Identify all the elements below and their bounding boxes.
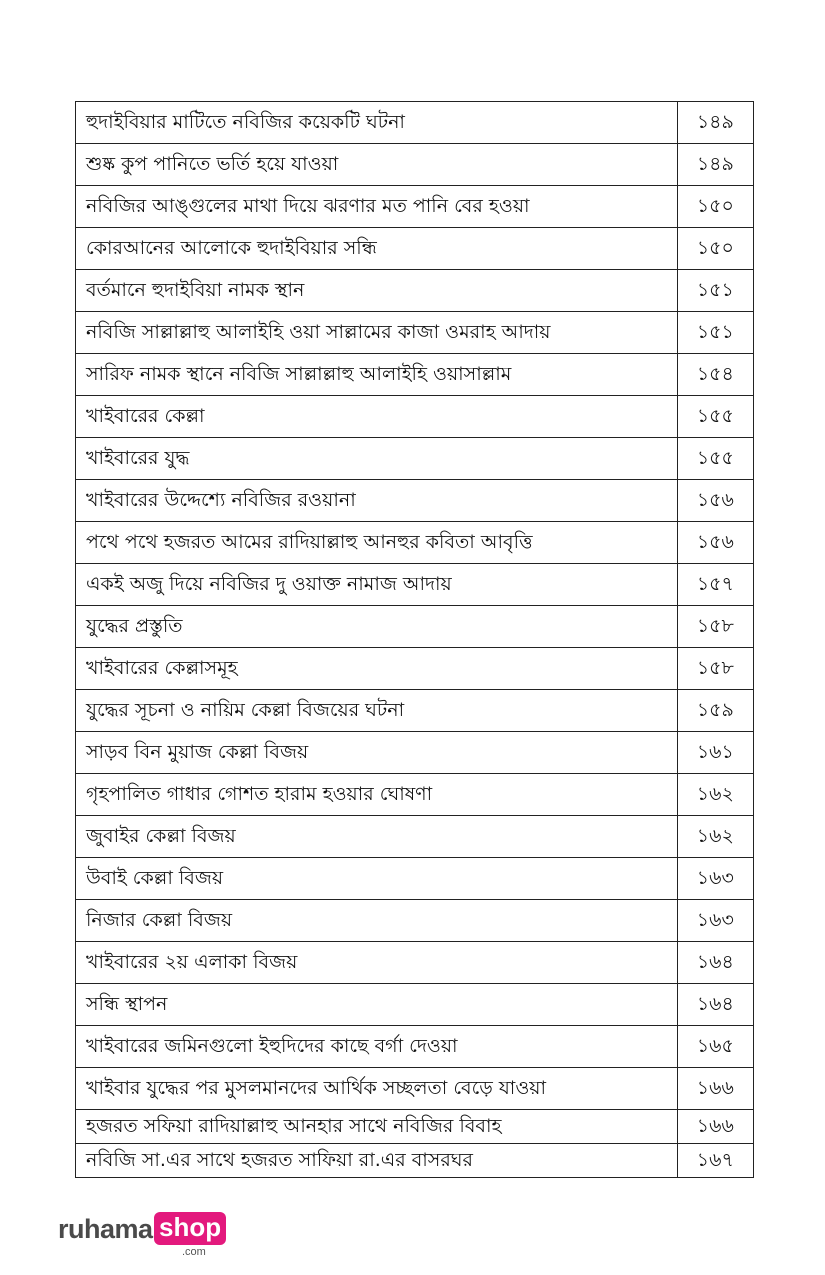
toc-entry-title: একই অজু দিয়ে নবিজির দু ওয়াক্ত নামাজ আদায় (76, 564, 678, 606)
table-of-contents (75, 101, 754, 1178)
toc-row (76, 438, 754, 480)
toc-entry-page: ১৬৩ (677, 858, 753, 900)
toc-entry-title: যুদ্ধের প্রস্তুতি (76, 606, 678, 648)
toc-row (76, 354, 754, 396)
logo-ruhama-text: ruhama (58, 1214, 153, 1244)
toc-entry-page: ১৬৫ (677, 1026, 753, 1068)
toc-entry-page: ১৫৮ (677, 648, 753, 690)
toc-entry-title: খাইবারের জমিনগুলো ইহুদিদের কাছে বর্গা দেওয়া (76, 1026, 678, 1068)
toc-row (76, 228, 754, 270)
toc-entry-page: ১৬৪ (677, 984, 753, 1026)
toc-entry-page: ১৬২ (677, 816, 753, 858)
toc-entry-page: ১৬৬ (677, 1068, 753, 1110)
toc-entry-page: ১৬১ (677, 732, 753, 774)
toc-row (76, 1026, 754, 1068)
toc-entry-page: ১৫১ (677, 312, 753, 354)
toc-entry-title: খাইবারের যুদ্ধ (76, 438, 678, 480)
logo-dotcom-text: .com (182, 1246, 206, 1258)
toc-entry-page: ১৬২ (677, 774, 753, 816)
toc-row (76, 858, 754, 900)
toc-entry-title: জুবাইর কেল্লা বিজয় (76, 816, 678, 858)
toc-row (76, 522, 754, 564)
toc-entry-page: ১৪৯ (677, 102, 753, 144)
toc-row (76, 1068, 754, 1110)
toc-entry-title: গৃহপালিত গাধার গোশত হারাম হওয়ার ঘোষণা (76, 774, 678, 816)
toc-entry-title: যুদ্ধের সূচনা ও নায়িম কেল্লা বিজয়ের ঘটনা (76, 690, 678, 732)
toc-entry-title: নিজার কেল্লা বিজয় (76, 900, 678, 942)
toc-row (76, 900, 754, 942)
toc-entry-title: নবিজি সা.এর সাথে হজরত সাফিয়া রা.এর বাসরঘর (76, 1144, 678, 1178)
ruhamashop-logo (58, 1210, 228, 1260)
toc-entry-page: ১৫৬ (677, 522, 753, 564)
toc-entry-page: ১৫১ (677, 270, 753, 312)
toc-row (76, 186, 754, 228)
toc-entry-title: উবাই কেল্লা বিজয় (76, 858, 678, 900)
toc-entry-title: পথে পথে হজরত আমের রাদিয়াল্লাহু আনহুর কবিতা আবৃত্তি (76, 522, 678, 564)
toc-entry-page: ১৫০ (677, 186, 753, 228)
toc-entry-page: ১৫৮ (677, 606, 753, 648)
toc-body (76, 102, 754, 1178)
toc-entry-title: সারিফ নামক স্থানে নবিজি সাল্লাল্লাহু আলাইহি ওয়াসাল্লাম (76, 354, 678, 396)
toc-entry-page: ১৫৬ (677, 480, 753, 522)
toc-entry-title: সন্ধি স্থাপন (76, 984, 678, 1026)
toc-row (76, 774, 754, 816)
toc-row (76, 690, 754, 732)
toc-entry-page: ১৫৭ (677, 564, 753, 606)
toc-entry-page: ১৫৫ (677, 438, 753, 480)
toc-entry-page: ১৪৯ (677, 144, 753, 186)
toc-entry-title: নবিজির আঙ্গুলের মাথা দিয়ে ঝরণার মত পানি বের হওয়া (76, 186, 678, 228)
toc-entry-title: হুদাইবিয়ার মাটিতে নবিজির কয়েকটি ঘটনা (76, 102, 678, 144)
toc-entry-title: শুষ্ক কুপ পানিতে ভর্তি হয়ে যাওয়া (76, 144, 678, 186)
toc-row (76, 480, 754, 522)
toc-entry-title: সাড়ব বিন মুয়াজ কেল্লা বিজয় (76, 732, 678, 774)
toc-row (76, 144, 754, 186)
toc-entry-title: খাইবারের কেল্লাসমূহ (76, 648, 678, 690)
toc-row (76, 270, 754, 312)
toc-entry-title: বর্তমানে হুদাইবিয়া নামক স্থান (76, 270, 678, 312)
toc-row (76, 102, 754, 144)
toc-entry-title: খাইবারের ২য় এলাকা বিজয় (76, 942, 678, 984)
toc-entry-title: খাইবারের উদ্দেশ্যে নবিজির রওয়ানা (76, 480, 678, 522)
toc-entry-title: খাইবার যুদ্ধের পর মুসলমানদের আর্থিক সচ্ছলতা বেড়ে যাওয়া (76, 1068, 678, 1110)
toc-entry-title: হজরত সফিয়া রাদিয়াল্লাহু আনহার সাথে নবিজির বিবাহ (76, 1110, 678, 1144)
toc-row (76, 1144, 754, 1178)
toc-entry-page: ১৬৩ (677, 900, 753, 942)
toc-row (76, 984, 754, 1026)
toc-row (76, 312, 754, 354)
toc-entry-page: ১৫৯ (677, 690, 753, 732)
toc-row (76, 564, 754, 606)
toc-row (76, 942, 754, 984)
toc-entry-title: কোরআনের আলোকে হুদাইবিয়ার সন্ধি (76, 228, 678, 270)
toc-entry-page: ১৬৪ (677, 942, 753, 984)
logo-shop-badge: shop (154, 1212, 226, 1245)
toc-row (76, 396, 754, 438)
toc-entry-page: ১৬৬ (677, 1110, 753, 1144)
toc-row (76, 1110, 754, 1144)
toc-entry-page: ১৫৫ (677, 396, 753, 438)
toc-row (76, 648, 754, 690)
toc-entry-title: খাইবারের কেল্লা (76, 396, 678, 438)
toc-row (76, 606, 754, 648)
toc-entry-title: নবিজি সাল্লাল্লাহু আলাইহি ওয়া সাল্লামের কাজা ওমরাহ আদায় (76, 312, 678, 354)
toc-entry-page: ১৫৪ (677, 354, 753, 396)
toc-entry-page: ১৫০ (677, 228, 753, 270)
toc-row (76, 732, 754, 774)
toc-entry-page: ১৬৭ (677, 1144, 753, 1178)
toc-row (76, 816, 754, 858)
